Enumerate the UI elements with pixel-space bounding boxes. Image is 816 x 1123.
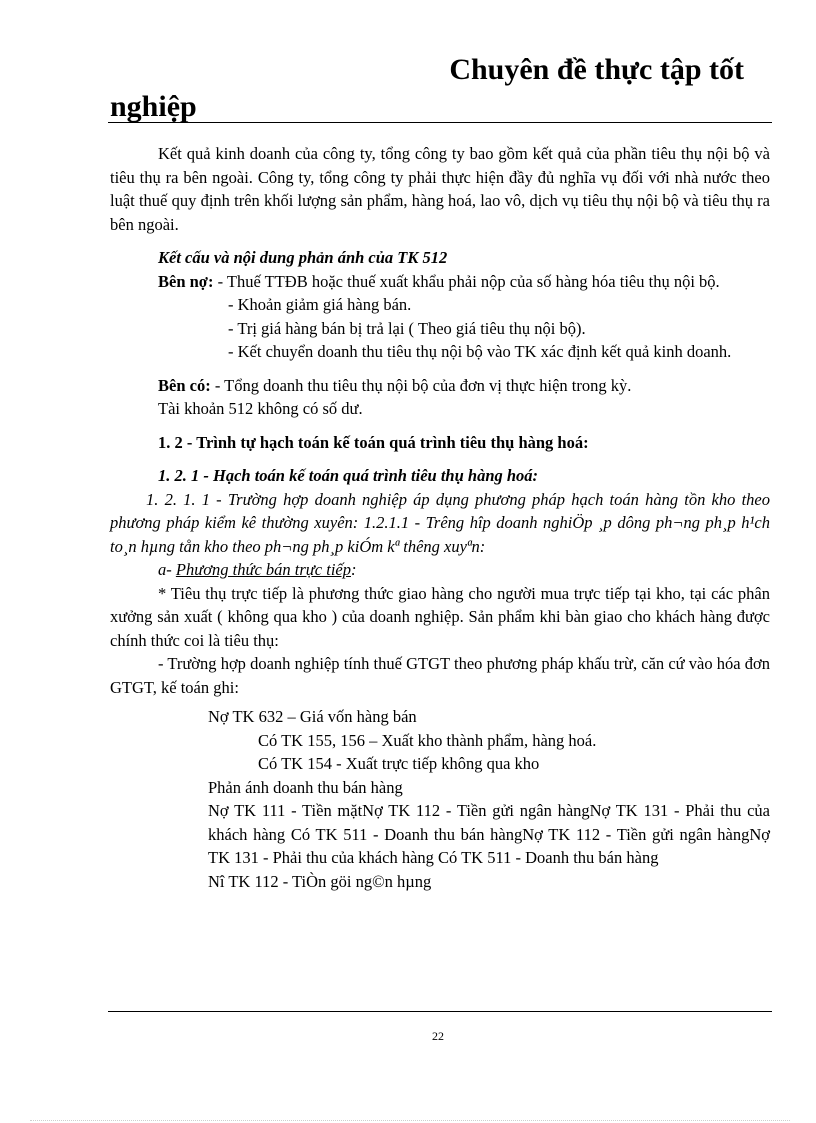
tk512-heading: Kết cấu và nội dung phản ánh của TK 512 [158,248,448,267]
page-bottom-edge [30,1120,790,1121]
ben-no-item-3: - Kết chuyển doanh thu tiêu thụ nội bộ vào TK xác định kết quả kinh doanh. [228,342,732,361]
journal-line-4: Phản ánh doanh thu bán hàng [208,777,403,797]
page-number: 22 [432,1029,444,1043]
ben-no-text: - Thuế TTĐB hoặc thuế xuất khẩu phải nộp của số hàng hóa tiêu thụ nội bộ. [213,271,720,291]
ben-no-item-2: - Trị giá hàng bán bị trả lại ( Theo giá tiêu thụ nội bộ). [228,318,586,338]
header-divider [108,122,772,123]
ben-co-paragraph [110,374,770,398]
section-1-2-1-1-heading: 1. 2. 1. 1 - Trường hợp doanh nghiệp áp dụng phương pháp hạch toán hàng tồn kho theo phương pháp kiểm kê thường xuyên: 1.2.1.1 - Trêng hîp doanh nghiÖp ¸p dông ph¬ng ph¸p h¹ch to¸n hµng tån kho theo ph¬ng ph¸p kiÓm kª thêng xuyªn: [110,489,770,556]
paragraph-gtgt-case: - Trường hợp doanh nghiệp tính thuế GTGT theo phương pháp khấu trừ, căn cứ vào hóa đơn GTGT, kế toán ghi: [110,654,770,697]
header-title-line1: Chuyên đề thực tập tốt [449,53,744,86]
journal-line-3: Có TK 154 - Xuất trực tiếp không qua kho [258,754,540,773]
ben-no-item-1: - Khoản giảm giá hàng bán. [228,295,412,314]
journal-line-2: Có TK 155, 156 – Xuất kho thành phẩm, hàng hoá. [258,730,597,750]
method-title: Phương thức bán trực tiếp [175,560,351,579]
journal-line-5: Nợ TK 111 - Tiền mặtNợ TK 112 - Tiền gửi ngân hàngNợ TK 131 - Phải thu của khách hàng Có TK 511 - Doanh thu bán hàngNợ TK 112 - Tiền gửi ngân hàngNợ TK 131 - Phải thu của khách hàng Có TK 511 - Doanh thu bán hàng [208,801,770,867]
header-title-line2: nghiệp [110,90,197,123]
method-suffix: : [351,560,357,579]
paragraph-business-results: Kết quả kinh doanh của công ty, tổng công ty bao gồm kết quả của phần tiêu thụ nội bộ và tiêu thụ ra bên ngoài. Công ty, tổng công ty phải thực hiện đầy đủ nghĩa vụ đối với nhà nước theo luật thuế quy định trên khối lượng sản phẩm, hàng hoá, lao vô, dịch vụ tiêu thụ nội bộ và tiêu thụ ra bên ngoài. [110,144,770,234]
tk512-note: Tài khoản 512 không có số dư. [158,399,363,418]
ben-co-text: - Tổng doanh thu tiêu thụ nội bộ của đơn vị thực hiện trong kỳ. [210,375,632,395]
document-body [110,142,770,893]
footer-divider [108,1011,772,1012]
ben-no-paragraph [110,270,770,294]
paragraph-direct-sale: * Tiêu thụ trực tiếp là phương thức giao hàng cho người mua trực tiếp tại kho, tại các phân xưởng sản xuất ( không qua kho ) của doanh nghiệp. Sản phẩm khi bàn giao cho khách hàng được chính thức coi là tiêu thụ: [110,583,770,650]
section-1-2-1-heading: 1. 2. 1 - Hạch toán kế toán quá trình tiêu thụ hàng hoá: [158,466,539,485]
page-header-title [110,50,772,127]
method-heading [110,558,770,582]
ben-co-label: Bên có: [158,375,211,395]
method-prefix: a- [158,560,176,579]
journal-line-1: Nợ TK 632 – Giá vốn hàng bán [208,707,417,726]
ben-no-label: Bên nợ: [158,271,214,291]
journal-line-6: Nî TK 112 - TiÒn göi ng©n hµng [208,871,432,891]
section-1-2-heading: 1. 2 - Trình tự hạch toán kế toán quá trình tiêu thụ hàng hoá: [158,432,589,452]
